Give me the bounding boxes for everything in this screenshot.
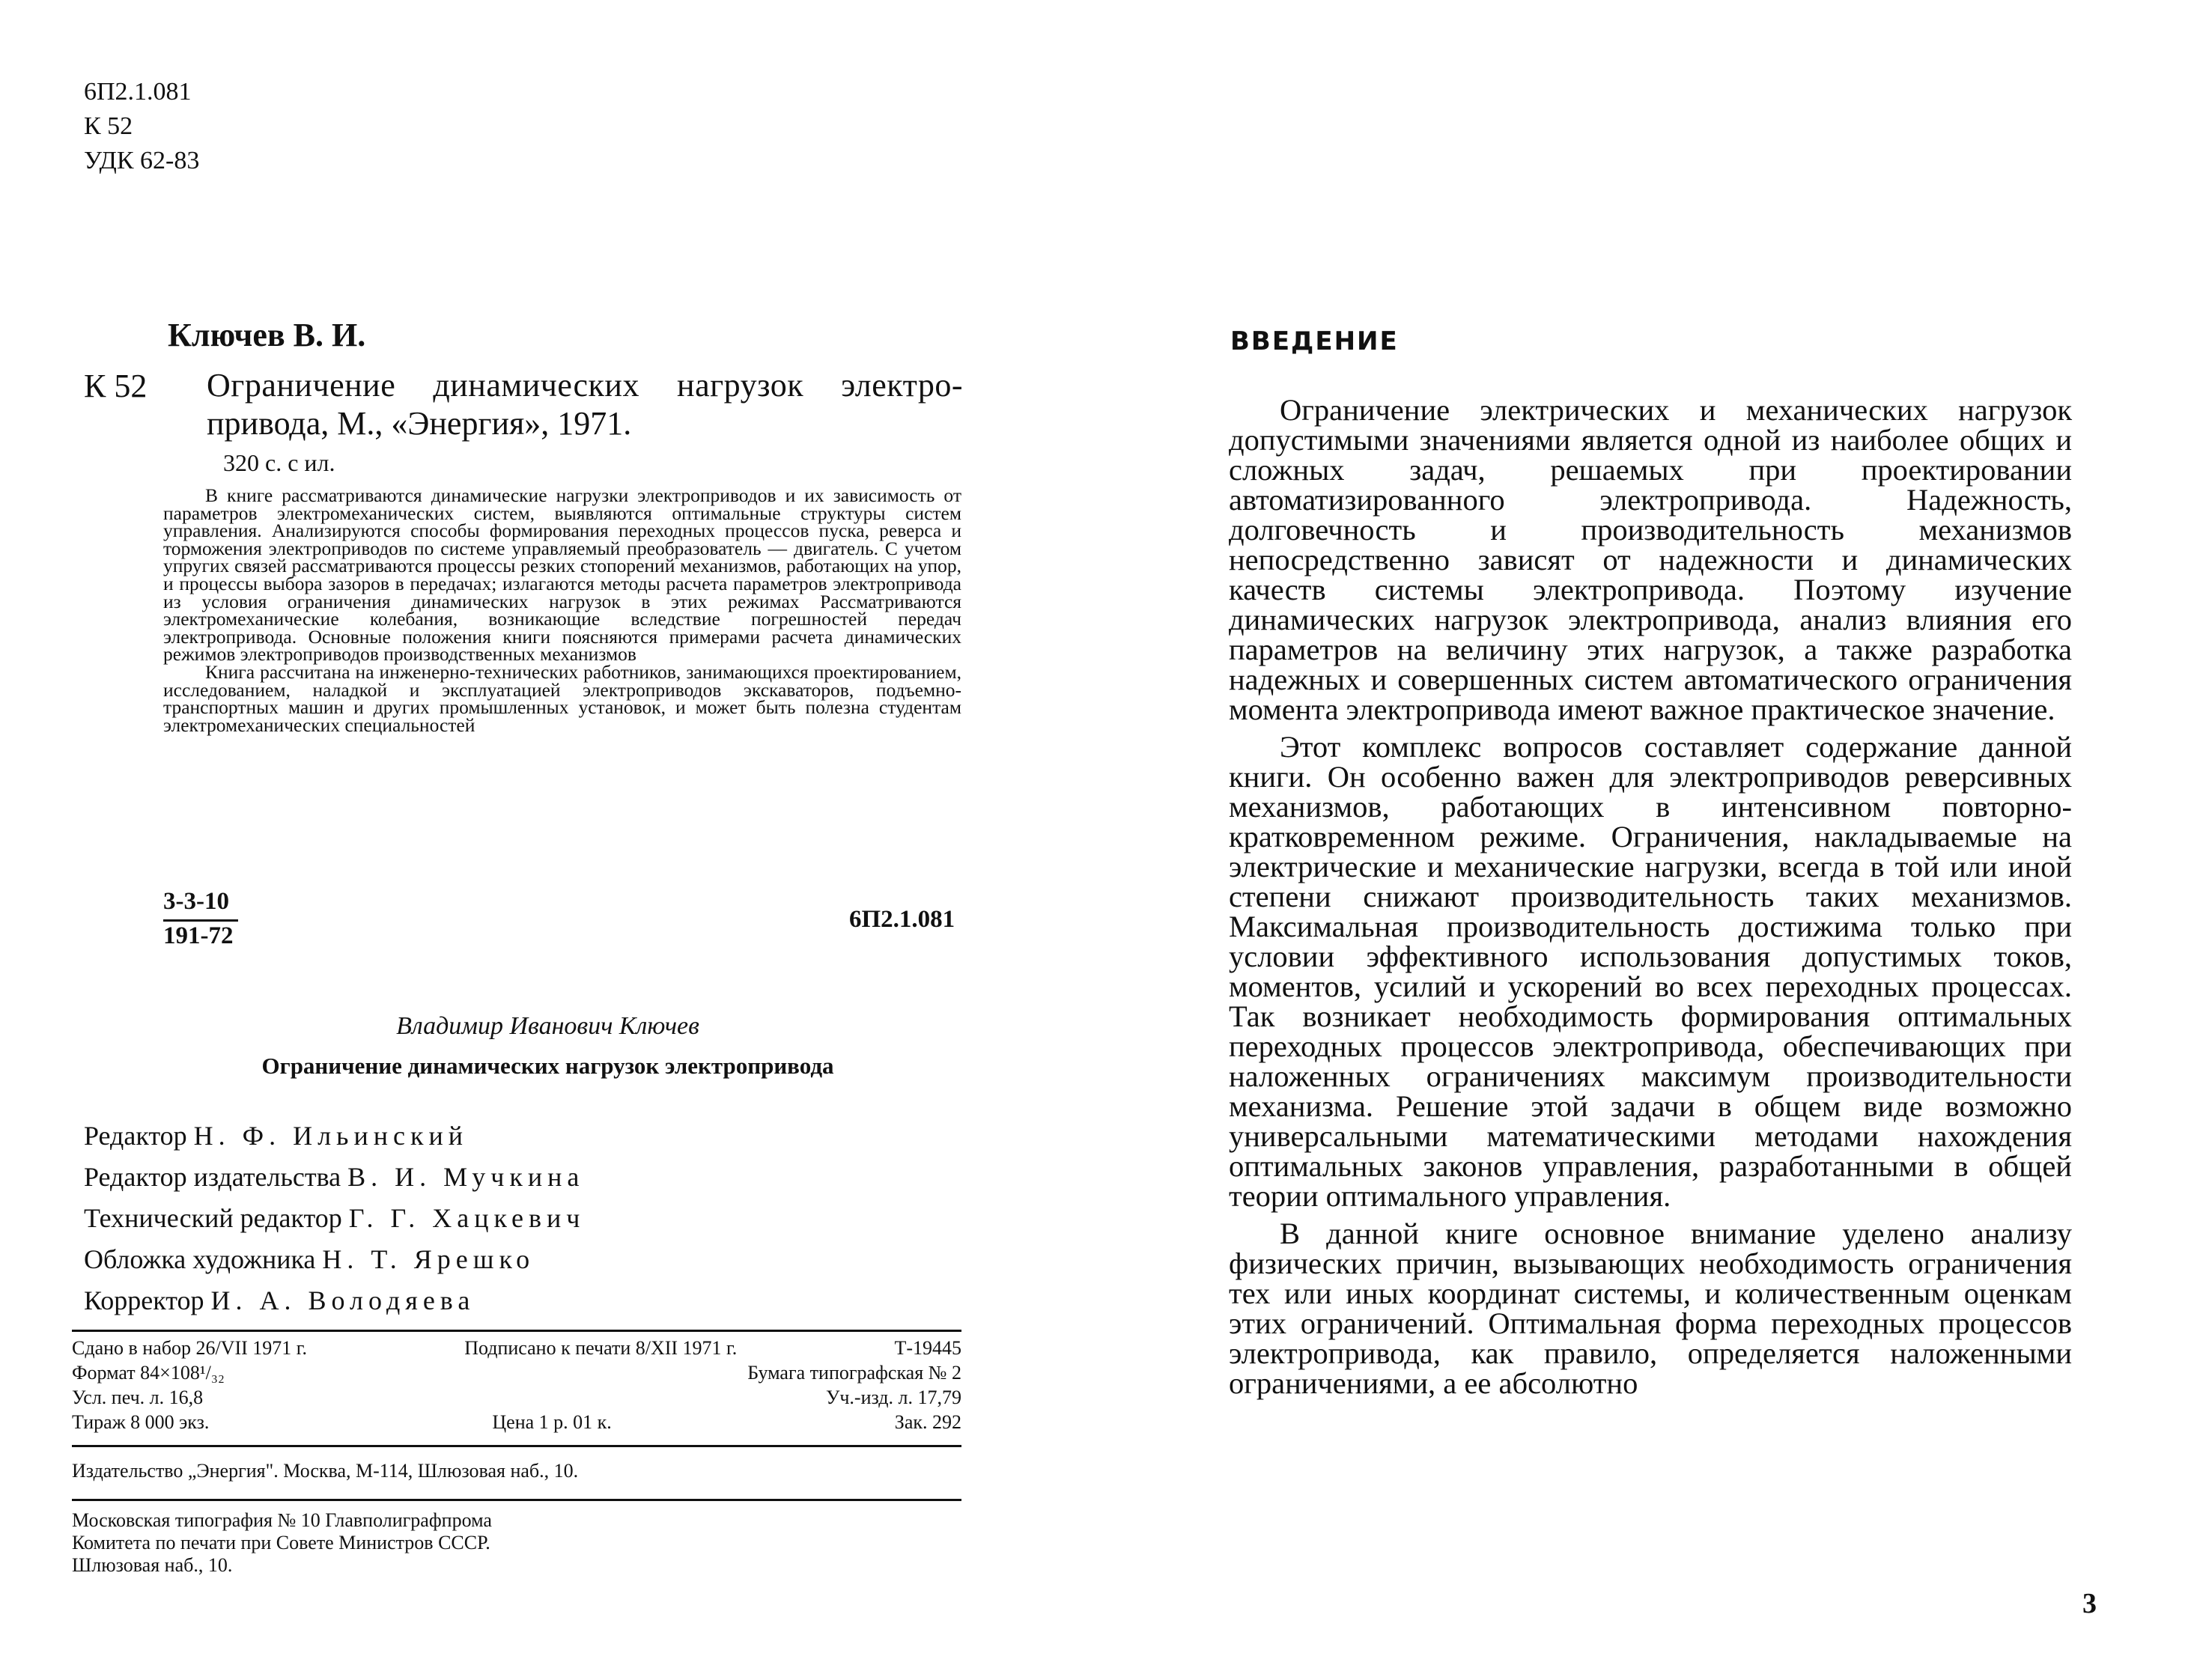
credit-line: Технический редактор Г. Г. Хацкевич <box>84 1203 586 1233</box>
imprint-row: Тираж 8 000 экз. Цена 1 р. 01 к. Зак. 292 <box>72 1411 961 1433</box>
full-book-title: Ограничение динамических нагрузок электропривода <box>261 1053 834 1079</box>
chapter-heading: ВВЕДЕНИЕ <box>1230 326 1399 356</box>
credits-list <box>84 1116 585 1321</box>
publisher-line: Издательство „Энергия". Москва, М-114, Шлюзовая наб., 10. <box>72 1460 579 1482</box>
credit-line: Редактор издательства В. И. Мучкина <box>84 1162 585 1192</box>
credit-line: Редактор Н. Ф. Ильинский <box>84 1121 468 1151</box>
printer-info: Московская типография № 10 Главполиграфпрома Комитета по печати при Совете Министров СССР. Шлюзовая наб., 10. <box>72 1509 492 1576</box>
catalog-code-denominator: 191-72 <box>163 922 234 949</box>
udc-code: УДК 62-83 <box>84 147 200 174</box>
rule-top <box>72 1330 961 1332</box>
imprint-table <box>72 1336 961 1434</box>
imprint-row: Сдано в набор 26/VII 1971 г. Подписано к печати 8/XII 1971 г. Т-19445 <box>72 1337 961 1359</box>
body-paragraph: В данной книге основное внимание уделено анализу физических причин, вызывающих необходимость ограничения тех или иных координат системы, и количественным оценкам этих ограничений. Оптимальная форма переходных процессов электропривода, как правило, определяется наложенными ограничениями, а ее абсолютно <box>1229 1217 2072 1400</box>
classification-codes <box>84 75 199 178</box>
credit-line: Обложка художника Н. Т. Ярешко <box>84 1244 535 1274</box>
catalog-code-numerator: 3-3-10 <box>163 888 229 915</box>
page-number: 3 <box>2082 1588 2097 1619</box>
bibliographic-title-line1: Ограничение динамических нагрузок электро- <box>207 367 963 404</box>
full-author-name: Владимир Иванович Ключев <box>396 1012 699 1040</box>
bibliographic-title-line2: привода, М., «Энергия», 1971. <box>207 405 632 442</box>
page-count: 320 с. с ил. <box>223 449 335 476</box>
right-page <box>1096 0 2191 1680</box>
rule-bottom <box>72 1499 961 1501</box>
annotation <box>163 484 961 736</box>
fraction-line <box>163 919 238 922</box>
body-paragraph: Ограничение электрических и механических нагрузок допустимыми значениями является одной из наиболее общих и сложных задач, решаемых при проектировании автоматизированного электропривода. Надежность, долговечность и производительность механизмов непосредственно зависят от надежности и динамических качеств системы электропривода. Поэтому изучение динамических нагрузок электропривода, анализ влияния его параметров на величину этих нагрузок, а также разработка надежных и совершенных систем автоматического ограничения момента электропривода имеют важное практическое значение. <box>1229 393 2072 726</box>
index-mark: К 52 <box>84 368 148 404</box>
bbk-code: 6П2.1.081 <box>84 78 192 106</box>
imprint-row: Формат 84×108¹/₃₂ Бумага типографская № 2 <box>72 1362 961 1384</box>
imprint-row: Усл. печ. л. 16,8 Уч.-изд. л. 17,79 <box>72 1387 961 1408</box>
author-heading: Ключев В. И. <box>168 317 366 353</box>
introduction-text <box>1229 395 2072 1406</box>
credit-line: Корректор И. А. Володяева <box>84 1285 475 1315</box>
annotation-paragraph: В книге рассматриваются динамические нагрузки электроприводов и их зависимость от параметров электромеханических систем, выявляются оптимальные структуры систем управления. Анализируются способы формирования переходных процессов пуска, реверса и торможения электроприводов по системе управляемый преобразователь — двигатель. С учетом упругих связей рассматриваются процессы резких стопорений механизмов, работающих на упор, и процессы выбора зазоров в передачах; излагаются методы расчета параметров электропривода из условия ограничения динамических нагрузок в этих режимах Рассматриваются электромеханические колебания, возникающие вследствие погрешностей передач электропривода. Основные положения книги поясняются примерами расчета динамических режимов электроприводов производственных механизмов <box>163 484 961 666</box>
catalog-code-right: 6П2.1.081 <box>849 906 955 933</box>
body-paragraph: Этот комплекс вопросов составляет содержание данной книги. Он особенно важен для электроприводов реверсивных механизмов, работающих в интенсивном повторно-кратковременном режиме. Ограничения, накладываемые на электрические и механические нагрузки, всегда в той или иной степени снижают производительность таких механизмов. Максимальная производительность достижима только при условии эффективного использования допустимых токов, моментов, усилий и ускорений во всех переходных процессах. Так возникает необходимость формирования оптимальных переходных процессов электропривода, обеспечивающих при наложенных ограничениях максимум производительности механизма. Решение этой задачи в общем виде возможно универсальными математическими методами нахождения оптимальных законов управления, разработанными в общей теории оптимального управления. <box>1229 730 2072 1213</box>
rule-middle <box>72 1445 961 1447</box>
annotation-paragraph: Книга рассчитана на инженерно-технических работников, занимающихся проектированием, исследованием, наладкой и эксплуатацией электроприводов экскаваторов, подъемно-транспортных машин и других промышленных установок, и может быть полезна студентам электромеханических специальностей <box>163 660 961 736</box>
author-mark: К 52 <box>84 112 133 140</box>
